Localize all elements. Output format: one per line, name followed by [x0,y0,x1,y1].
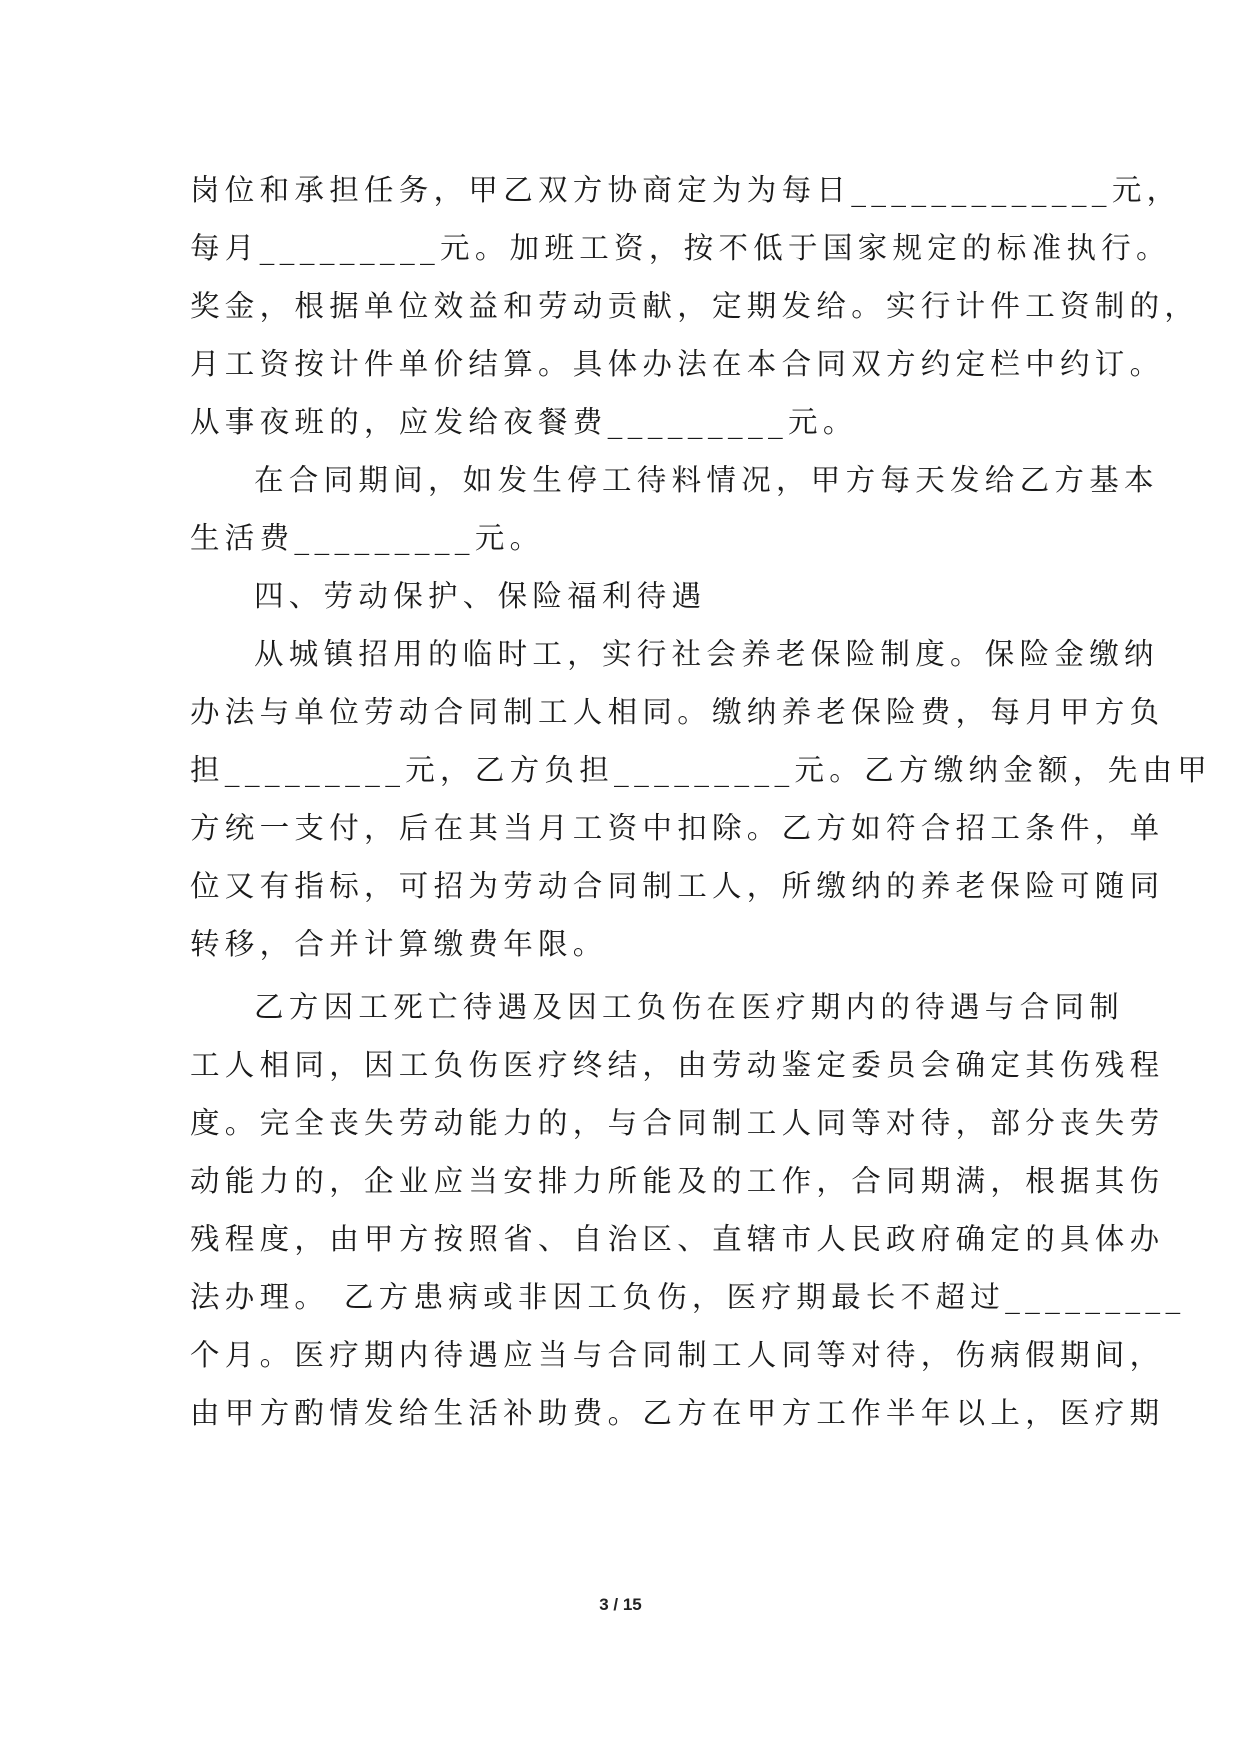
text-line: 从城镇招用的临时工，实行社会养老保险制度。保险金缴纳 [254,637,1159,671]
text-line: 生活费_________元。 [190,521,545,555]
page-number: 3 / 15 [599,1595,642,1614]
section-heading: 四、劳动保护、保险福利待遇 [254,579,707,613]
text-line: 个月。医疗期内待遇应当与合同制工人同等对待，伤病假期间， [190,1338,1165,1372]
text-line: 奖金，根据单位效益和劳动贡献，定期发给。实行计件工资制的， [190,289,1200,323]
text-line: 度。完全丧失劳动能力的，与合同制工人同等对待，部分丧失劳 [190,1106,1165,1140]
text-line: 担_________元，乙方负担_________元。乙方缴纳金额，先由甲 [190,753,1213,787]
text-line: 由甲方酌情发给生活补助费。乙方在甲方工作半年以上，医疗期 [190,1396,1165,1430]
text-line: 工人相同，因工负伤医疗终结，由劳动鉴定委员会确定其伤残程 [190,1048,1165,1082]
text-line: 位又有指标，可招为劳动合同制工人，所缴纳的养老保险可随同 [190,869,1165,903]
text-line: 月工资按计件单价结算。具体办法在本合同双方约定栏中约订。 [190,347,1165,381]
text-line: 转移，合并计算缴费年限。 [190,927,608,961]
text-line: 每月_________元。加班工资，按不低于国家规定的标准执行。 [190,231,1171,265]
text-line: 在合同期间，如发生停工待料情况，甲方每天发给乙方基本 [254,463,1159,497]
text-line: 办法与单位劳动合同制工人相同。缴纳养老保险费，每月甲方负 [190,695,1165,729]
text-line: 方统一支付，后在其当月工资中扣除。乙方如符合招工条件，单 [190,811,1165,845]
text-line: 从事夜班的，应发给夜餐费_________元。 [190,405,858,439]
text-line: 法办理。 乙方患病或非因工负伤，医疗期最长不超过_________ [190,1280,1186,1314]
text-line: 乙方因工死亡待遇及因工负伤在医疗期内的待遇与合同制 [254,990,1125,1024]
text-line: 动能力的，企业应当安排力所能及的工作，合同期满，根据其伤 [190,1164,1165,1198]
text-line: 残程度，由甲方按照省、自治区、直辖市人民政府确定的具体办 [190,1222,1165,1256]
text-line: 岗位和承担任务，甲乙双方协商定为为每日_____________元， [190,173,1182,207]
